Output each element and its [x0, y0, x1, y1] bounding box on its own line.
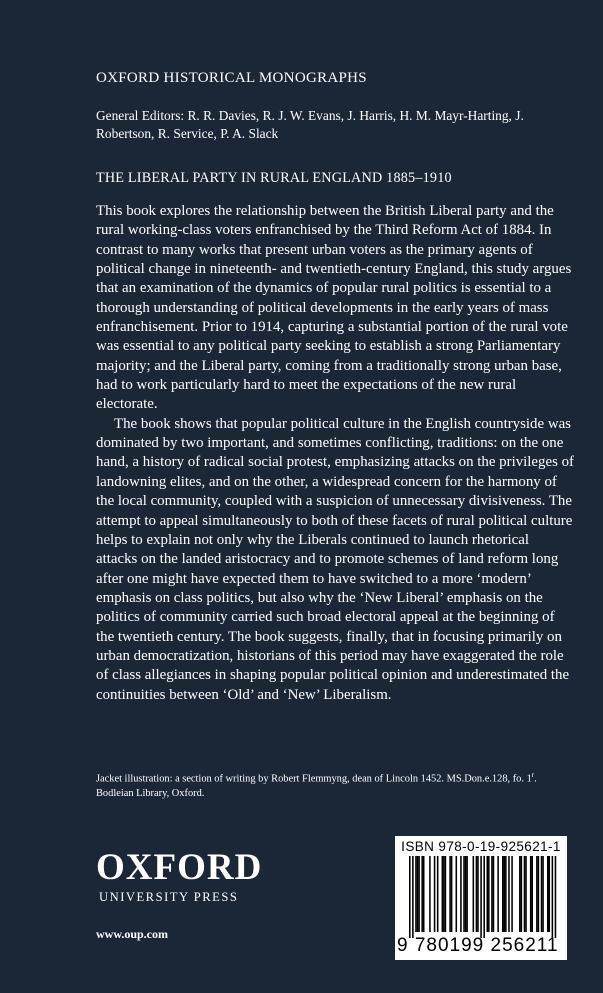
jacket-credit [96, 768, 566, 801]
barcode-bar [442, 856, 444, 932]
barcode-bar [429, 856, 431, 932]
barcode-bar [538, 856, 540, 932]
barcode-bar [488, 856, 490, 932]
barcode-bar [555, 856, 557, 938]
barcode-bar [480, 856, 482, 938]
barcode-bar [505, 856, 507, 932]
barcode-bar [542, 856, 544, 932]
barcode-bar [536, 856, 538, 932]
barcode-bar [445, 856, 447, 932]
barcode-bar [418, 856, 420, 932]
barcode-bar [530, 856, 532, 932]
barcode-bar [525, 856, 527, 932]
isbn-barcode [395, 836, 567, 960]
credit-superscript: r [531, 771, 535, 779]
blurb-paragraph: This book explores the relationship between the British Liberal party and the rural working-class voters enfranchised by the Third Reform Act of 1884. In contrast to many works that present urban voters as the primary agents of political change in nineteenth- and twentieth-century England, this study argues that an examination of the dynamics of popular rural politics is essential to a thorough understanding of political developments in the early years of mass enfranchisement. Prior to 1914, capturing a substantial portion of the rural vote was essential to any political party seeking to establish a strong Parliamentary majority; and the Liberal party, coming from a traditionally strong urban base, had to work particularly hard to meet the expectations of the new rural electorate. [96, 203, 572, 413]
barcode-bar [487, 856, 489, 932]
barcode-bar [504, 856, 506, 932]
general-editors: General Editors: R. R. Davies, R. J. W. Evans, J. Harris, H. M. Mayr-Harting, J. Robertson, R. Service, P. A. Slack [96, 108, 524, 141]
barcode-bar [415, 856, 417, 932]
barcode-bar [511, 856, 513, 932]
barcode-bar [451, 856, 453, 932]
barcode-bar [547, 856, 549, 932]
publisher-website[interactable]: www.oup.com [96, 927, 169, 941]
barcode-bar [434, 856, 436, 932]
barcode-bar [508, 856, 510, 932]
credit-text: Jacket illustration: a section of writing by Robert Flemmyng, dean of Lincoln 1452. MS.Don.e.128, fo. 1 [96, 773, 532, 785]
barcode-bar [524, 856, 526, 932]
barcode-bar [541, 856, 543, 932]
publisher-logo: OXFORD [96, 847, 263, 888]
barcode-bar [449, 856, 451, 932]
barcode-bar [463, 856, 465, 932]
barcode-bar [552, 856, 554, 938]
barcode-digits: 9 780199 256211 [397, 935, 559, 956]
book-title: THE LIBERAL PARTY IN RURAL ENGLAND 1885–1910 [96, 170, 452, 186]
barcode-bar [493, 856, 495, 932]
barcode-bar [502, 856, 504, 932]
barcode-bar [466, 856, 468, 932]
barcode-bar [423, 856, 425, 932]
barcode-bar [421, 856, 423, 932]
barcode-bar [473, 856, 475, 932]
barcode-bar [519, 856, 521, 932]
barcode-bar [460, 856, 462, 932]
credit-suffix: . Bodleian Library, Oxford. [96, 773, 537, 800]
barcode-bar [477, 856, 479, 932]
blurb-paragraph: The book shows that popular political culture in the English countryside was dominated by two important, and sometimes conflicting, traditions: on the one hand, a history of radical social protest, emphasizing attacks on the privileges of landowning elites, and on the other, a widespread concern for the harmony of the local community, coupled with a suspicion of unnecessary divisiveness. The attempt to appeal simultaneously to both of these facets of rural political culture helps to explain not only why the Liberals continued to launch rhetorical attacks on the landed aristocracy and to promote schemes of land reform long after one might have expected them to have switched to a more ‘modern’ emphasis on class politics, but also why the ‘New Liberal’ emphasis on the politics of community carried such broad electoral appeal at the beginning of the twentieth century. The book suggests, finally, that in focusing primarily on urban democratization, historians of this period may have exaggerated the role of class allegiances in shaping popular political opinion and underestimated the continuities between ‘Old’ and ‘New’ Liberalism. [96, 415, 575, 703]
barcode-bar [521, 856, 523, 932]
barcode-bar [483, 856, 485, 938]
blurb [96, 202, 574, 705]
barcode-bar [412, 856, 414, 938]
series-title: OXFORD HISTORICAL MONOGRAPHS [96, 70, 367, 86]
barcode-bar [443, 856, 445, 932]
publisher-subtitle: UNIVERSITY PRESS [99, 890, 239, 904]
barcode-bar [417, 856, 419, 932]
barcode-bar [437, 856, 439, 932]
barcode-bar [409, 856, 411, 938]
barcode-bars [403, 856, 563, 940]
isbn-label: ISBN 978-0-19-925621-1 [401, 839, 561, 854]
barcode-bar [476, 856, 478, 932]
barcode-bar [549, 856, 551, 932]
barcode-bar [456, 856, 458, 932]
barcode-bar [465, 856, 467, 932]
barcode-bar [491, 856, 493, 932]
barcode-bar [497, 856, 499, 932]
barcode-bar [531, 856, 533, 932]
